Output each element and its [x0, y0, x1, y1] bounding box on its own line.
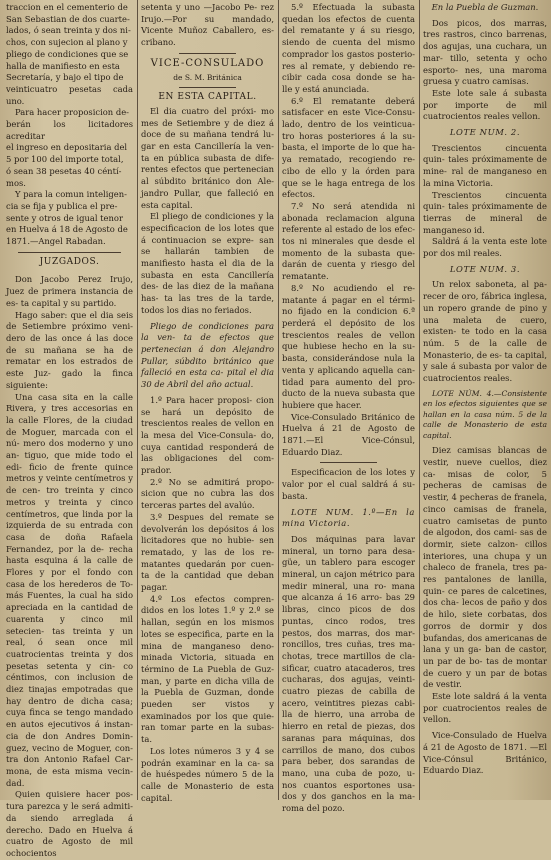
- paragraph: El pliego de condiciones y la especificacion de los lotes que á continuacion se expre- san se hallarán tambien de manifiesto hasta el dia de la subasta en esta Cancillería des- de las diez de la mañana has- ta las tres de la tarde, todos los dias no feriados.: [141, 211, 274, 315]
- paragraph: Un relox saboneta, al pa- recer de oro, fábrica inglesa, un ropero grande de pino y una maleta de cuero, existen- te todo en la casa núm. 5 de la calle de Monasterio, de es- ta capital, y sale á subasta por valor de cuatrocientos reales.: [423, 279, 547, 384]
- column-4: [423, 2, 547, 777]
- paragraph: Don Jacobo Perez Irujo, Juez de primera instancia de es- ta capital y su partido.: [6, 274, 133, 308]
- italic-paragraph: Pliego de condiciones para la ven- ta de efectos que pertenecian á don Alejandro Pullar, súbdito británico que falleció en esta ca- pital el dia 30 de Abril del año actual.: [141, 320, 274, 390]
- paragraph: Saldrá á la venta este lote por dos mil reales.: [423, 236, 547, 259]
- column-3: [282, 2, 415, 815]
- text-line: Para hacer proposicion de-: [15, 107, 130, 118]
- section-divider: [320, 462, 377, 463]
- paragraph: setenta y uno —Jacobo Pe- rez Irujo.—Por su mandado, Vicente Muñoz Caballero, es- cribano.: [141, 2, 274, 48]
- paragraph: 1.º Para hacer proposi- cion se hará un depósito de trescientos reales de vellon en la mesa del Vice-Consula- do, cuya cantidad responderá de las obligaciones del com- prador.: [141, 394, 274, 476]
- paragraph: 5.º Efectuada la subasta quedan los efectos de cuenta del rematante y á su riesgo, siendo de cuenta del mismo comprador los gastos posterio- res al remate, y debiendo re- cibir cada cosa donde se ha- lle y está anunciada.: [282, 2, 415, 94]
- section-heading: EN ESTA CAPITAL.: [158, 92, 257, 103]
- paragraph: 3.º Despues del remate se devolverán los depósitos á los licitadores que no hubie- sen rematado, y las de los re- matantes quedarán por cuen- ta de la cantidad que deban pagar.: [141, 511, 274, 593]
- text-line: veinticuatro pesetas cada uno.: [6, 83, 133, 106]
- column-2: [141, 2, 274, 804]
- text-line: ó sean 38 pesetas 40 céntí-: [6, 165, 122, 176]
- paragraph: Trescientos cincuenta quin- tales próximamente de tierras de mineral de manganeso id.: [423, 189, 547, 235]
- paragraph: Trescientos cincuenta quin- tales próximamente de mine- ral de manganeso en la mina Victoria.: [423, 142, 547, 188]
- cemetery-notice: [6, 2, 133, 248]
- text-line: halla de manifiesto en esta: [6, 60, 120, 71]
- section-heading: JUZGADOS.: [39, 256, 100, 267]
- column-1: [6, 2, 133, 860]
- paragraph: Hago saber: que el dia seis de Setiembre próximo veni- dero de las once á las doce de su mañana se ha de rematar en los estrados de este Juz- gado la finca siguiente:: [6, 309, 133, 390]
- paragraph: El dia cuatro del próxi- mo mes de Setiembre y de diez á doce de su mañana tendrá lu- gar en esta Cancillería la ven- ta en pública subasta de dife- rentes efectos que pertenecian al súbdito británico don Ale- jandro Pullar, que falleció en esta capital.: [141, 105, 274, 210]
- paragraph: Este lote saldrá á la venta por cuatrocientos reales de vellon.: [423, 691, 547, 725]
- paragraph: Este lote sale á subasta por importe de mil cuatrocientos reales vellon.: [423, 87, 547, 122]
- text-line: sente y otros de igual tenor: [6, 212, 123, 223]
- text-line: traccion en el cementerio de: [6, 2, 128, 12]
- lot-title: LOTE NUM. 2.: [449, 127, 521, 138]
- place-heading: En la Puebla de Guzman.: [431, 2, 539, 12]
- column-rule: [278, 0, 279, 800]
- paragraph: 4.º Los efectos compren- didos en los lotes 1.º y 2.º se hallan, según en los mismos lotes se especifica, parte en la mina de manganeso deno- minada Victoria, situada en término de La Puebla de Guz- man, y parte en dicha villa de la Puebla de Guzman, donde pueden ser vistos y examinados por los que quie- ran tomar parte en la subas- ta.: [141, 593, 274, 745]
- paragraph: 6.º El rematante deberá satisfacer en este Vice-Consu- lado, dentro de los veinticua- tro horas posteriores á la su- basta, el importe de lo que ha- ya rematado, recogiendo re- cibo de ello y la órden para que se le haga entrega de los efectos.: [282, 95, 415, 200]
- text-line: el ingreso en depositaria del: [6, 142, 128, 153]
- text-line: cia se fija y publica el pre-: [6, 200, 118, 211]
- section-divider: [179, 53, 236, 54]
- text-line: chos, con sujecion al plano y: [6, 37, 128, 48]
- signature: Vice-Consulado de Huelva á 21 de Agosto de 1871. —El Vice-Cónsul Británico, Eduardo Diaz.: [423, 730, 547, 776]
- text-line: 1871.—Angel Rabadan.: [6, 236, 106, 247]
- text-line: lados, ó sean treinta y dos ni-: [6, 25, 131, 36]
- paragraph: 7.º No será atendida ni abonada reclamacion alguna referente al estado de los efec- tos ni minerales que desde el momento de la subasta que- darán de cuenta y riesgo del rematante.: [282, 200, 415, 282]
- paragraph: 2.º No se admitirá propo- sicion que no cubra las dos terceras partes del avalúo.: [141, 476, 274, 511]
- text-line: mos.: [6, 177, 26, 188]
- section-heading: VICE-CONSULADO: [150, 57, 265, 69]
- text-line: Secretaría, y bajo el tipo de: [6, 72, 124, 83]
- paragraph: Dos picos, dos marras, tres rastros, cinco barrenas, dos agujas, una cuchara, un mar- tillo, setenta y ocho esporto- nes, una maroma gruesa y cuatro camisas.: [423, 17, 547, 87]
- paragraph: Los lotes números 3 y 4 se podrán examinar en la ca- sa de huéspedes número 5 de la calle de Monasterio de esta capital.: [141, 745, 274, 803]
- column-rule: [137, 0, 138, 800]
- text-line: pliego de condiciones que se: [6, 48, 129, 59]
- paragraph: Quien quisiere hacer pos- tura parezca y le será admiti- da siendo arreglada á derecho. Dado en Huelva á cuatro de Agosto de mil ochocientos: [6, 789, 133, 858]
- text-line: 5 por 100 del importe total,: [6, 154, 124, 165]
- column-rule: [419, 0, 420, 800]
- paragraph: Una casa sita en la calle Rivera, y tres accesorias en la calle Flores, de la ciudad de Moguer, marcada con el nú- mero dos moderno y uno an- tiguo, que mide todo el edi- ficio de frente quince metros y veinte centímetros y de cen- tro treinta y cinco metros y treinta y cinco centímetros, que linda por la izquierda de su entrada con casa de doña Rafaela Fernandez, por la de- recha hasta esquina á la calle de Flores y por el fondo con casa de los herederos de To- más Fuentes, la cual ha sido apreciada en la cantidad de cuarenta y cinco mil setecien- tas treinta y un real, ó sean once mil cuatrocientas treinta y dos pesetas setenta y cin- co céntimos, con inclusion de diez tinajas empotradas que hay dentro de dicha casa; cuya finca se tengo mandado en autos ejecutivos á instan- cia de don Andres Domin- guez, vecino de Moguer, con- tra don Antonio Rafael Car- mona, de esta misma vecin- dad.: [6, 391, 133, 788]
- lot-title: LOTE NÚM. 4.—Consistente en los efectos siguientes que se hallan en la casa núm. 5 de la calle de Monasterio de esta capital.: [423, 388, 547, 440]
- paragraph: Diez camisas blancas de vestir, nueve cuellos, diez ca- misas de color, 5 pecheras de camisas de vestir, 4 pecheras de franela, cinco camisas de franela, cuatro camisetas de punto de algodon, dos cami- sas de dormir, siete calzon- cillos interiores, una chupa y un chaleco de franela, tres pa- res pantalones de lanilla, quin- ce pares de calcetines, dos cha- lecos de paño y dos de hilo, siete corbatas, dos gorros de dormir y dos bufandas, dos americanas de lana y un ga- ban de castor, un par de bo- tas de montar de cuero y un par de botas de vestir.: [423, 445, 547, 690]
- text-line: berán los licitadores acreditar: [6, 119, 133, 141]
- paragraph: 8.º No acudiendo el re- matante á pagar en el térmi- no fijado en la condicion 6.ª perderá el depósito de los trescientos reales de vellon que hubiese hecho en la su- basta, considerándose nula la venta y aplicando aquella can- tidad para aumento del pro- ducto de la nueva subasta que hubiere que hacer.: [282, 282, 415, 410]
- lot-title: LOTE NUM. 3.: [449, 263, 521, 274]
- text-line: San Sebastian de dos cuarte-: [6, 13, 130, 24]
- section-divider: [18, 252, 121, 253]
- section-subheading: de S. M. Británica: [173, 72, 242, 82]
- text-line: Y para la comun inteligen-: [15, 189, 127, 200]
- section-divider: [179, 87, 236, 88]
- paragraph: Dos máquinas para lavar mineral, un torno para desa- güe, un tablero para escoger mineral, un cajon métrico para medir mineral, una ro- mana que alcanza á 16 arro- bas 29 libras, cinco picos de dos puntas, cinco rodos, tres pestos, dos marras, dos mar- roncillos, tres cuñas, tres ma- chotas, trece martillos de cla- sificar, cuatro atacaderos, tres cucharas, dos agujas, veinti- cuatro piezas de cabilla de acero, veintitres piezas cabi- lla de hierro, una arroba de hierro en retal de piezas, dos saranas para máquinas, dos carrillos de mano, dos cubos para beber, dos sarandas de mano, una cuba de pozo, u- nos cuantos esportones usa- dos y dos ganchos en la ma- roma del pozo.: [282, 533, 415, 814]
- lot-title: LOTE NUM. 1.º—En la mina Victoria.: [282, 506, 415, 529]
- text-line: en Huelva á 18 de Agosto de: [6, 224, 128, 235]
- paragraph: Especificacion de los lotes y valor por el cual saldrá á su- basta.: [282, 467, 415, 501]
- signature: Vice-Consulado Británico de Huelva á 21 de Agosto de 1871.—El Vice-Cónsul, Eduardo Diaz.: [282, 411, 415, 457]
